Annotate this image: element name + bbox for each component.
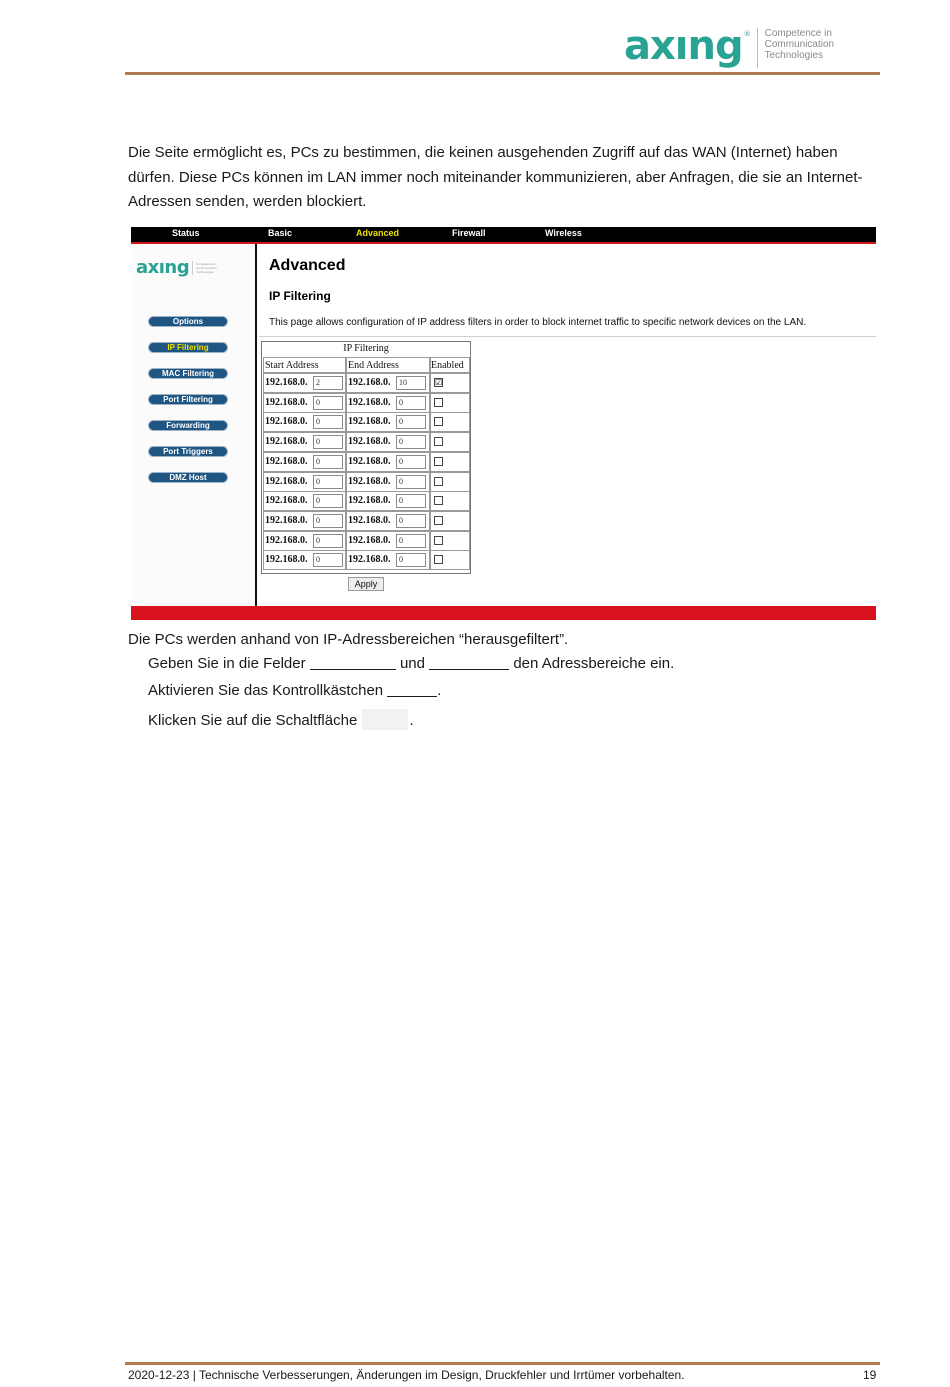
start-ip-prefix: 192.168.0. [265, 514, 308, 526]
start-ip-prefix: 192.168.0. [265, 416, 308, 428]
page-description: This page allows configuration of IP address filters in order to block internet traffic to specific network devices on the LAN. [269, 317, 807, 328]
end-address-input[interactable]: 0 [396, 435, 426, 449]
blank-enabled [387, 682, 437, 697]
column-header-enabled: Enabled [431, 360, 464, 371]
end-address-input[interactable]: 0 [396, 455, 426, 469]
end-ip-prefix: 192.168.0. [348, 514, 391, 526]
end-address-input[interactable]: 10 [396, 376, 426, 390]
enabled-checkbox[interactable] [434, 516, 443, 525]
nav-port-triggers-button[interactable]: Port Triggers [148, 446, 228, 457]
end-ip-prefix: 192.168.0. [348, 475, 391, 487]
nav-options-button[interactable]: Options [148, 316, 228, 327]
tab-firewall[interactable]: Firewall [452, 228, 486, 238]
start-address-input[interactable]: 0 [313, 514, 343, 528]
end-address-input[interactable]: 0 [396, 494, 426, 508]
start-address-input[interactable]: 0 [313, 534, 343, 548]
start-ip-prefix: 192.168.0. [265, 534, 308, 546]
ip-filter-table [261, 341, 471, 574]
start-ip-prefix: 192.168.0. [265, 436, 308, 448]
start-address-input[interactable]: 0 [313, 435, 343, 449]
logo-registered-mark: ® [743, 30, 751, 38]
tab-basic[interactable]: Basic [268, 228, 293, 238]
end-ip-prefix: 192.168.0. [348, 554, 391, 566]
apply-button[interactable]: Apply [348, 577, 384, 591]
enabled-checkbox[interactable] [434, 398, 443, 407]
bottom-red-bar [131, 606, 876, 620]
start-ip-prefix: 192.168.0. [265, 475, 308, 487]
section-title: IP Filtering [269, 289, 331, 303]
end-address-input[interactable]: 0 [396, 415, 426, 429]
start-address-input[interactable]: 0 [313, 455, 343, 469]
end-address-input[interactable]: 0 [396, 553, 426, 567]
nav-port-filtering-button[interactable]: Port Filtering [148, 394, 228, 405]
nav-ip-filtering-button[interactable]: IP Filtering [148, 342, 228, 353]
page-number: 19 [863, 1368, 877, 1382]
logo-separator [757, 28, 758, 68]
enabled-checkbox[interactable] [434, 536, 443, 545]
nav-forwarding-button[interactable]: Forwarding [148, 420, 228, 431]
logo-wordmark: axıng [624, 23, 743, 69]
sidebar-divider [255, 244, 257, 606]
start-ip-prefix: 192.168.0. [265, 377, 308, 388]
tab-advanced[interactable]: Advanced [356, 228, 400, 238]
header-rule [125, 72, 880, 75]
enabled-checkbox[interactable]: ☑ [435, 378, 443, 387]
end-ip-prefix: 192.168.0. [348, 455, 391, 467]
router-logo-wordmark: axıng [136, 257, 190, 278]
end-ip-prefix: 192.168.0. [348, 377, 391, 388]
end-ip-prefix: 192.168.0. [348, 436, 391, 448]
apply-button-placeholder [362, 709, 408, 730]
start-address-input[interactable]: 0 [313, 396, 343, 410]
start-address-input[interactable]: 0 [313, 415, 343, 429]
column-header-start: Start Address [265, 360, 319, 371]
router-logo [136, 257, 228, 278]
intro-paragraph: Die Seite ermöglicht es, PCs zu bestimmen, die keinen ausgehenden Zugriff auf das WAN (Internet) haben dürfen. Diese PCs können im LAN immer noch miteinander kommunizieren, aber Anfragen, die sie an Internet-Adressen senden, werden blockiert. [128, 144, 863, 210]
start-ip-prefix: 192.168.0. [265, 396, 308, 408]
enabled-checkbox[interactable] [434, 477, 443, 486]
content-separator [259, 336, 876, 337]
start-ip-prefix: 192.168.0. [265, 554, 308, 566]
tab-status[interactable]: Status [172, 228, 200, 238]
column-header-end: End Address [348, 360, 399, 371]
start-address-input[interactable]: 0 [313, 475, 343, 489]
blank-end-address [429, 655, 509, 670]
end-ip-prefix: 192.168.0. [348, 396, 391, 408]
end-ip-prefix: 192.168.0. [348, 416, 391, 428]
enabled-checkbox[interactable] [434, 555, 443, 564]
tab-wireless[interactable]: Wireless [545, 228, 582, 238]
nav-mac-filtering-button[interactable]: MAC Filtering [148, 368, 228, 379]
end-address-input[interactable]: 0 [396, 514, 426, 528]
router-logo-tagline: Competence in Communication Technologies [196, 261, 217, 274]
end-address-input[interactable]: 0 [396, 475, 426, 489]
start-ip-prefix: 192.168.0. [265, 455, 308, 467]
logo-tagline: Competence in Communication Technologies [764, 28, 835, 61]
top-nav-bar [131, 227, 876, 244]
table-caption: IP Filtering [343, 343, 389, 354]
footer-text: 2020-12-23 | Technische Verbesserungen, Änderungen im Design, Druckfehler und Irrtümer vorbehalten. [128, 1368, 685, 1382]
end-ip-prefix: 192.168.0. [348, 495, 391, 507]
end-address-input[interactable]: 0 [396, 396, 426, 410]
instructions-lead: Die PCs werden anhand von IP-Adressbereichen “herausgefiltert”. [128, 631, 569, 648]
start-ip-prefix: 192.168.0. [265, 495, 308, 507]
enabled-checkbox[interactable] [434, 437, 443, 446]
nav-dmz-host-button[interactable]: DMZ Host [148, 472, 228, 483]
page-title: Advanced [269, 257, 346, 274]
router-screenshot [131, 227, 876, 620]
instruction-step-2: Aktivieren Sie das Kontrollkästchen . [148, 682, 442, 699]
instruction-step-1: Geben Sie in die Felder und den Adressbereiche ein. [148, 655, 675, 672]
start-address-input[interactable]: 0 [313, 553, 343, 567]
axing-logo [624, 23, 835, 70]
end-ip-prefix: 192.168.0. [348, 534, 391, 546]
router-logo-separator [192, 261, 193, 275]
start-address-input[interactable]: 2 [313, 376, 343, 390]
enabled-checkbox[interactable] [434, 496, 443, 505]
start-address-input[interactable]: 0 [313, 494, 343, 508]
instruction-step-3: Klicken Sie auf die Schaltfläche . [148, 709, 414, 730]
end-address-input[interactable]: 0 [396, 534, 426, 548]
enabled-checkbox[interactable] [434, 417, 443, 426]
blank-start-address [310, 655, 396, 670]
footer-rule [125, 1362, 880, 1365]
enabled-checkbox[interactable] [434, 457, 443, 466]
